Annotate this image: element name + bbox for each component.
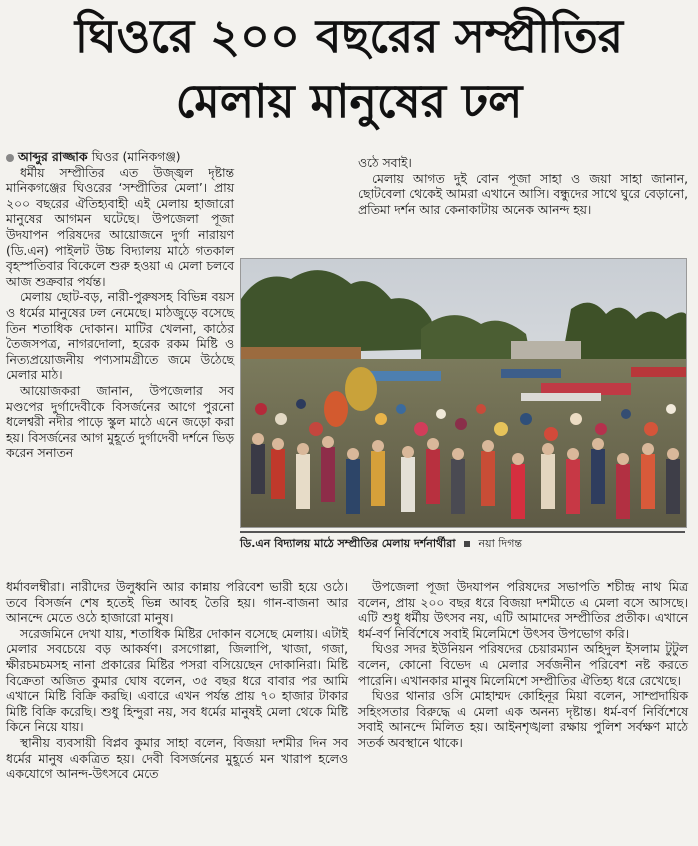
paragraph: ওঠে সবাই। [358, 156, 412, 170]
paragraph: ধর্মীয় সম্প্রীতির এত উজ্জ্বল দৃষ্টান্ত মানিকগঞ্জের ঘিওরের ‘সম্প্রীতির মেলা’। প্রায় ২০০ বছরের ঐতিহ্যবাহী এই মেলায় হাজারো মানুষের আগমন ঘটেছে। উপজেলা পূজা উদযাপন পরিষদের আয়োজনে দুর্গা নারায়ণ (ডি.এন) পাইলট উচ্চ বিদ্যালয় মাঠে গতকাল বৃহস্পতিবার বিকেলে শুরু হওয়া এ মেলা চলবে আজ শুক্রবার পর্যন্ত। [6, 165, 234, 289]
paragraph: সরেজমিনে দেখা যায়, শতাধিক মিষ্টির দোকান বসেছে মেলায়। এটাই মেলার সবচেয়ে বড় আকর্ষণ। রসগোল্লা, জিলাপি, খাজা, গজা, ক্ষীরচমচমসহ নানা প্রকারের মিষ্টির পসরা বসিয়েছেন দোকানিরা। মিষ্টি বিক্রেতা অজিত কুমার ঘোষ বলেন, ৩৫ বছর ধরে বাবার পর আমি এখানে মিষ্টি বিক্রি করছি। এবারে এখন পর্যন্ত প্রায় ৭০ হাজার টাকার মিষ্টি বিক্রি করেছি। শুধু হিন্দুরা নয়, সব ধর্মের মানুষই মেলা থেকে মিষ্টি কিনে নিয়ে যায়। [6, 626, 348, 735]
column-2-top [358, 156, 688, 218]
paragraph: ধর্মাবলম্বীরা। নারীদের উলুধ্বনি আর কান্নায় পরিবেশ ভারী হয়ে ওঠে। তবে বিসর্জন শেষ হতেই ভিন্ন আবহ তৈরি হয়। গান-বাজনা আর আনন্দে মেতে ওঠে হাজারো মানুষ। [6, 580, 348, 626]
headline-line-2: মেলায় মানুষের ঢল [175, 74, 523, 128]
byline [6, 150, 234, 166]
caption-credit: নয়া দিগন্ত [478, 537, 522, 550]
paragraph: ঘিওর থানার ওসি মোহাম্মদ কোহিনূর মিয়া বলেন, সাম্প্রদায়িক সহিংসতার বিরুদ্ধে এ মেলা এক অনন্য দৃষ্টান্ত। ধর্ম-বর্ণ নির্বিশেষে সবাই আনন্দে মিলিত হয়। আইনশৃঙ্খলা রক্ষায় পুলিশ সর্বক্ষণ মাঠে সতর্ক অবস্থানে থাকে। [358, 689, 688, 750]
paragraph: আয়োজকরা জানান, উপজেলার সব মণ্ডপের দুর্গাদেবীকে বিসর্জনের আগে পুরনো ধলেশ্বরী নদীর পাড়ে স্কুল মাঠে এনে জড়ো করা হয়। বিসর্জনের আগ মুহূর্তে দুর্গাদেবী দর্শনে ভিড় করেন সনাতন [6, 383, 234, 461]
paragraph: মেলায় ছোট-বড়, নারী-পুরুষসহ বিভিন্ন বয়স ও ধর্মের মানুষের ঢল নেমেছে। মাঠজুড়ে বসেছে তিন শতাধিক দোকান। মাটির খেলনা, কাঠের তৈজসপত্র, নাগরদোলা, হরেক রকম মিষ্টি ও নিত্যপ্রয়োজনীয় পণ্যসামগ্রীতে জমে উঠেছে মেলার মাঠ। [6, 290, 234, 383]
photo-caption [240, 531, 685, 557]
paragraph: মেলায় আগত দুই বোন পূজা সাহা ও জয়া সাহা জানান, ছোটবেলা থেকেই আমরা এখানে আসি। বন্ধুদের সাথে ঘুরে বেড়ানো, প্রতিমা দর্শন আর কেনাকাটায় অনেক আনন্দ হয়। [358, 171, 688, 217]
byline-author: আব্দুর রাজ্জাক [18, 150, 88, 164]
column-1 [6, 150, 234, 462]
news-photo [240, 258, 687, 528]
square-icon [464, 541, 470, 547]
column-1-below [6, 580, 348, 783]
headline [0, 4, 698, 134]
paragraph: ঘিওর সদর ইউনিয়ন পরিষদের চেয়ারম্যান অহিদুল ইসলাম টুটুল বলেন, কোনো বিভেদ এ মেলার সর্বজনীন পরিবেশ নষ্ট করতে পারেনি। এখানকার মানুষ মিলেমিশে সম্প্রীতির ঐতিহ্য ধরে রেখেছে। [358, 642, 688, 688]
bullet-icon [6, 154, 14, 162]
column-2-bottom [358, 580, 688, 752]
paragraph: উপজেলা পূজা উদযাপন পরিষদের সভাপতি শচীন্দ্র নাথ মিত্র বলেন, প্রায় ২০০ বছর ধরে বিজয়া দশমীতে এ মেলা বসে আসছে। এটি শুধু ধর্মীয় উৎসব নয়, এটি আমাদের সম্প্রীতির প্রতীক। এখানে ধর্ম-বর্ণ নির্বিশেষে সবাই মিলেমিশে উৎসব উপভোগ করি। [358, 580, 688, 641]
byline-place: ঘিওর (মানিকগঞ্জ) [91, 150, 181, 164]
fair-crowd-photo [241, 259, 686, 527]
headline-line-1: ঘিওরে ২০০ বছরের সম্প্রীতির [74, 9, 624, 63]
paragraph: স্থানীয় ব্যবসায়ী বিপ্লব কুমার সাহা বলেন, বিজয়া দশমীর দিন সব ধর্মের মানুষ একত্রিত হয়। দেবী বিসর্জনের মুহূর্তে মন খারাপ হলেও একযোগে আনন্দ-উৎসবে মেতে [6, 735, 348, 782]
caption-text: ডি.এন বিদ্যালয় মাঠে সম্প্রীতির মেলায় দর্শনার্থীরা [240, 537, 456, 550]
